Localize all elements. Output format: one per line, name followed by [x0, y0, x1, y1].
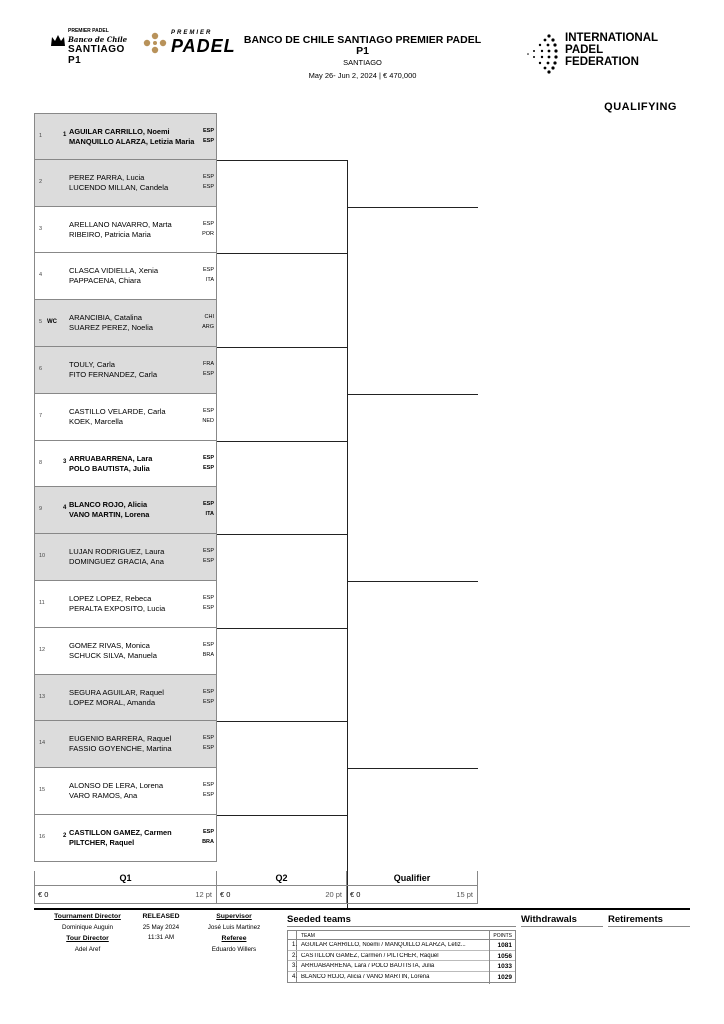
player-1: CLASCA VIDIELLA, Xenia	[69, 266, 159, 276]
tournament-dates-prize: May 26- Jun 2, 2024 | € 470,000	[308, 71, 417, 80]
seed-label: 4	[63, 505, 67, 512]
star-icon	[143, 32, 167, 54]
player-1-nation: ESP	[202, 595, 214, 601]
player-2: PERALTA EXPOSITO, Lucia	[69, 604, 166, 613]
round-q2	[217, 871, 347, 904]
seed-label: 3	[63, 458, 67, 465]
withdrawals-title: Withdrawals	[521, 914, 577, 925]
seed-label: 2	[63, 833, 67, 839]
logo2-line2: PADEL	[171, 36, 236, 56]
draw-slot	[34, 628, 217, 675]
bracket-line	[347, 581, 478, 582]
seeded-row-team: AGUILAR CARRILLO, Noemi / MANQUILLO ALARZA, Letiz...	[301, 942, 466, 948]
round-q1-points: 12 pt	[195, 890, 212, 899]
seeded-row	[288, 940, 515, 951]
santiago-p1-logo	[48, 28, 138, 66]
player-1-nation: ESP	[202, 267, 214, 274]
slot-number: 7	[39, 412, 43, 419]
player-1-nation: ESP	[202, 641, 214, 648]
player-2-nation: POR	[202, 230, 214, 237]
seeded-row-points: 1029	[497, 973, 512, 981]
round-qualifier-name: Qualifier	[347, 871, 477, 886]
player-2-nation: BRA	[202, 651, 214, 658]
ipf-line2: PADEL	[565, 44, 604, 56]
round-q2-name: Q2	[217, 871, 346, 886]
player-2: PAPPACENA, Chiara	[69, 276, 141, 286]
slot-number: 5	[39, 319, 43, 326]
player-2-nation: ITA	[205, 511, 214, 518]
draw-slot	[34, 207, 217, 254]
ball-icon	[525, 32, 561, 76]
slot-number: 13	[39, 693, 46, 700]
ipf-line1: INTERNATIONAL	[565, 32, 659, 44]
logo1-line1: PREMIER PADEL	[68, 28, 109, 34]
slot-number: 9	[39, 506, 43, 513]
seeded-row-team: CASTILLON GAMEZ, Carmen / PILTCHER, Raquel	[301, 952, 439, 959]
ipf-line3: FEDERATION	[565, 56, 639, 68]
bracket-line	[347, 253, 348, 347]
draw-slot	[34, 675, 217, 722]
player-1-nation: CHI	[204, 314, 214, 321]
player-1: PEREZ PARRA, Lucia	[69, 172, 145, 182]
premier-padel-logo	[143, 30, 243, 56]
seeded-teams-table	[287, 930, 516, 983]
player-1-nation: ESP	[202, 454, 214, 461]
tournament-title: BANCO DE CHILE SANTIAGO PREMIER PADEL	[243, 34, 482, 46]
draw-slot	[34, 581, 217, 628]
player-1: EUGENIO BARRERA, Raquel	[69, 734, 172, 744]
retirements-title: Retirements	[608, 914, 663, 925]
player-2: FASSIO GOYENCHE, Martina	[69, 744, 172, 754]
player-2-nation: ESP	[202, 138, 214, 144]
player-2: SCHUCK SILVA, Manuela	[69, 650, 157, 660]
seeded-row-points: 1056	[497, 952, 512, 960]
draw-slot	[34, 487, 217, 534]
round-q1-name: Q1	[35, 871, 216, 886]
bracket-line	[347, 628, 348, 722]
draw-slot	[34, 300, 217, 347]
withdrawals-underline	[521, 926, 603, 927]
bracket-line	[217, 347, 347, 348]
player-1: CASTILLON GAMEZ, Carmen	[69, 828, 172, 837]
bracket-line	[217, 721, 347, 722]
player-2: LUCENDO MILLAN, Candela	[69, 182, 169, 192]
draw-slot	[34, 113, 217, 160]
player-1: AGUILAR CARRILLO, Noemi	[69, 127, 170, 136]
slot-number: 12	[39, 646, 46, 653]
released-date: 25 May 2024	[142, 924, 180, 931]
bracket-line	[347, 441, 348, 535]
player-2: VARO RAMOS, Ana	[69, 791, 138, 801]
round-q2-prize: € 0	[220, 890, 231, 899]
seeded-row-team: BLANCO ROJO, Alicia / VANO MARTIN, Lorena	[301, 973, 430, 980]
tour-director-label: Tour Director	[66, 935, 109, 942]
player-2: KOEK, Marcella	[69, 416, 124, 426]
player-2: FITO FERNANDEZ, Carla	[69, 370, 158, 379]
seed-label: WC	[47, 319, 57, 326]
supervisor-name: José Luis Martinez	[207, 924, 261, 931]
seeded-row-number: 1.	[292, 942, 298, 948]
draw-slot	[34, 394, 217, 441]
draw-slot	[34, 534, 217, 581]
player-1-nation: ESP	[202, 688, 214, 695]
player-2-nation: ESP	[202, 558, 214, 565]
bracket-line	[347, 768, 478, 769]
tournament-city: SANTIAGO	[343, 58, 382, 67]
player-2-nation: ITA	[205, 277, 214, 284]
slot-number: 15	[39, 787, 46, 794]
footer-divider	[34, 908, 690, 910]
slot-number: 11	[39, 600, 45, 606]
released-label: RELEASED	[142, 913, 180, 920]
draw-slot	[34, 160, 217, 207]
slot-number: 6	[39, 366, 43, 372]
player-2-nation: BRA	[202, 839, 214, 845]
seeded-row	[288, 951, 515, 962]
slot-number: 4	[39, 272, 43, 279]
retirements-underline	[608, 926, 690, 927]
slot-number: 1	[39, 133, 43, 139]
player-1-nation: ESP	[202, 220, 214, 227]
logo2-line1: PREMIER	[171, 30, 213, 36]
points-divider	[489, 930, 490, 984]
player-1: ALONSO DE LERA, Lorena	[69, 781, 164, 791]
released-time: 11:31 AM	[147, 934, 175, 941]
draw-slot	[34, 253, 217, 300]
referee-label: Referee	[221, 935, 247, 942]
seed-label: 1	[63, 132, 67, 138]
player-1-nation: ESP	[202, 782, 214, 789]
seeded-header	[288, 931, 515, 940]
round-q1	[34, 871, 217, 904]
player-1: LUJAN RODRIGUEZ, Laura	[69, 547, 165, 557]
bracket-line	[347, 394, 478, 395]
seeded-row-points: 1081	[497, 942, 512, 949]
bracket-line	[217, 534, 347, 535]
slot-number: 2	[39, 178, 43, 185]
player-1-nation: FRA	[203, 361, 214, 367]
slot-number: 3	[39, 225, 43, 232]
player-2: SUAREZ PEREZ, Noelia	[69, 323, 153, 333]
player-1-nation: ESP	[202, 548, 214, 555]
player-2-nation: ESP	[202, 605, 214, 611]
player-1-nation: ESP	[202, 501, 214, 508]
seeded-col-team: TEAM	[301, 933, 315, 939]
seeded-row-number: 3.	[292, 963, 298, 969]
bracket-line	[217, 441, 347, 442]
bracket-line	[217, 815, 347, 816]
bracket-line	[217, 160, 347, 161]
player-2-nation: ESP	[202, 371, 214, 377]
player-2: VANO MARTIN, Lorena	[69, 510, 150, 520]
player-2-nation: ARG	[202, 324, 214, 331]
player-1-nation: ESP	[202, 829, 214, 835]
player-1-nation: ESP	[202, 735, 214, 742]
bracket-line	[217, 253, 347, 254]
draw-slot	[34, 815, 217, 862]
player-2: MANQUILLO ALARZA, Letizia Maria	[69, 137, 195, 146]
seeded-row-number: 2.	[292, 952, 298, 959]
slot-number: 8	[39, 459, 43, 466]
seeded-row-number: 4.	[292, 973, 298, 980]
slot-number: 10	[39, 553, 46, 560]
seeded-row-points: 1033	[497, 963, 512, 970]
round-qualifier-points: 15 pt	[456, 890, 473, 899]
player-2-nation: ESP	[202, 792, 214, 799]
player-1-nation: ESP	[202, 407, 214, 414]
draw-type-label: QUALIFYING	[604, 101, 677, 113]
player-1: SEGURA AGUILAR, Raquel	[69, 687, 164, 697]
player-1: CASTILLO VELARDE, Carla	[69, 406, 166, 416]
player-1: ARELLANO NAVARRO, Marta	[69, 219, 172, 229]
referee-name: Eduardo Willers	[211, 946, 257, 953]
round-qualifier	[347, 871, 478, 904]
draw-slot	[34, 768, 217, 815]
draw-slot	[34, 721, 217, 768]
slot-number: 14	[39, 740, 46, 747]
seeded-row	[288, 972, 515, 983]
player-2-nation: ESP	[202, 745, 214, 752]
player-2-nation: ESP	[202, 698, 214, 705]
draw-slot	[34, 441, 217, 488]
player-2-nation: ESP	[202, 464, 214, 471]
seeded-teams-title: Seeded teams	[287, 914, 351, 925]
seeded-rows	[288, 940, 515, 982]
round-qualifier-prize: € 0	[350, 890, 361, 899]
player-2-nation: ESP	[202, 183, 214, 190]
supervisor-label: Supervisor	[216, 913, 252, 920]
seeded-col-points: POINTS	[493, 933, 512, 939]
logo1-line3: SANTIAGO P1	[68, 44, 125, 66]
player-2: LOPEZ MORAL, Amanda	[69, 697, 156, 707]
seeded-underline	[287, 926, 516, 927]
ipf-logo	[525, 32, 659, 77]
logo1-line2: Banco de Chile	[68, 35, 128, 44]
player-1: BLANCO ROJO, Alicia	[69, 500, 148, 510]
player-1-nation: ESP	[202, 173, 214, 180]
round-q2-points: 20 pt	[325, 890, 342, 899]
td-name: Dominique Auguin	[61, 924, 114, 931]
player-1: ARANCIBIA, Catalina	[69, 313, 143, 323]
player-2: RIBEIRO, Patricia Maria	[69, 229, 151, 239]
td-label: Tournament Director	[54, 913, 121, 920]
player-2: POLO BAUTISTA, Julia	[69, 463, 150, 473]
player-2-nation: NED	[202, 417, 214, 424]
player-1: ARRUABARRENA, Lara	[69, 453, 153, 463]
seeded-row	[288, 961, 515, 972]
seeded-row-team: ARRUABARRENA, Lara / POLO BAUTISTA, Julia	[301, 963, 435, 969]
player-2: PILTCHER, Raquel	[69, 838, 135, 847]
tournament-tier: P1	[356, 45, 369, 57]
player-1: LOPEZ LOPEZ, Rebeca	[69, 594, 152, 603]
draw-slot	[34, 347, 217, 394]
player-2: DOMINGUEZ GRACIA, Ana	[69, 557, 164, 567]
crown-icon	[50, 34, 66, 48]
slot-number: 16	[39, 834, 46, 840]
player-1: TOULY, Carla	[69, 360, 116, 369]
bracket-line	[347, 207, 478, 208]
player-1-nation: ESP	[202, 128, 214, 134]
round-q1-prize: € 0	[38, 890, 49, 899]
player-1: GOMEZ RIVAS, Monica	[69, 640, 150, 650]
bracket-line	[217, 628, 347, 629]
tour-director-name: Adel Aref	[74, 946, 101, 953]
